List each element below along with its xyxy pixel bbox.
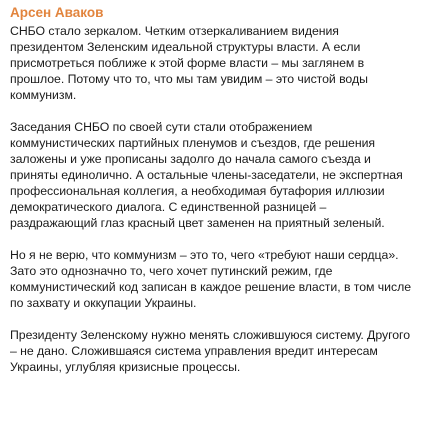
message-paragraph-1: СНБО стало зеркалом. Четким отзеркаливанием видения президентом Зеленским идеальной структуры власти. А если присмотреться поближе к этой форме власти – мы заглянем в прошлое. Потому что то, что мы там увидим – это чистой воды коммунизм.: [10, 24, 368, 102]
author-name[interactable]: Арсен Аваков: [10, 5, 104, 20]
message-paragraph-4: Президенту Зеленскому нужно менять сложившуюся систему. Другого – не дано. Сложившаяся система управления вредит интересам Украины, углубляя кризисные процессы.: [10, 328, 410, 374]
message-paragraph-3: Но я не верю, что коммунизм – это то, чего «требуют наши сердца». Зато это однозначно то, чего хочет путинский режим, где коммунистический код записан в каждое решение власти, в том числе по захвату и оккупации Украины.: [10, 248, 411, 310]
message-paragraph-2: Заседания СНБО по своей сути стали отображением коммунистических партийных пленумов и съездов, где решения заложены и уже прописаны задолго до начала самого съезда и приняты единолично. А остальные члены-заседатели, не экспертная профессиональная коллегия, а необходимая бутафория иллюзии демократического диалога. С единственной разницей – раздражающий глаз красный цвет заменен на приятный зеленый.: [10, 120, 403, 230]
